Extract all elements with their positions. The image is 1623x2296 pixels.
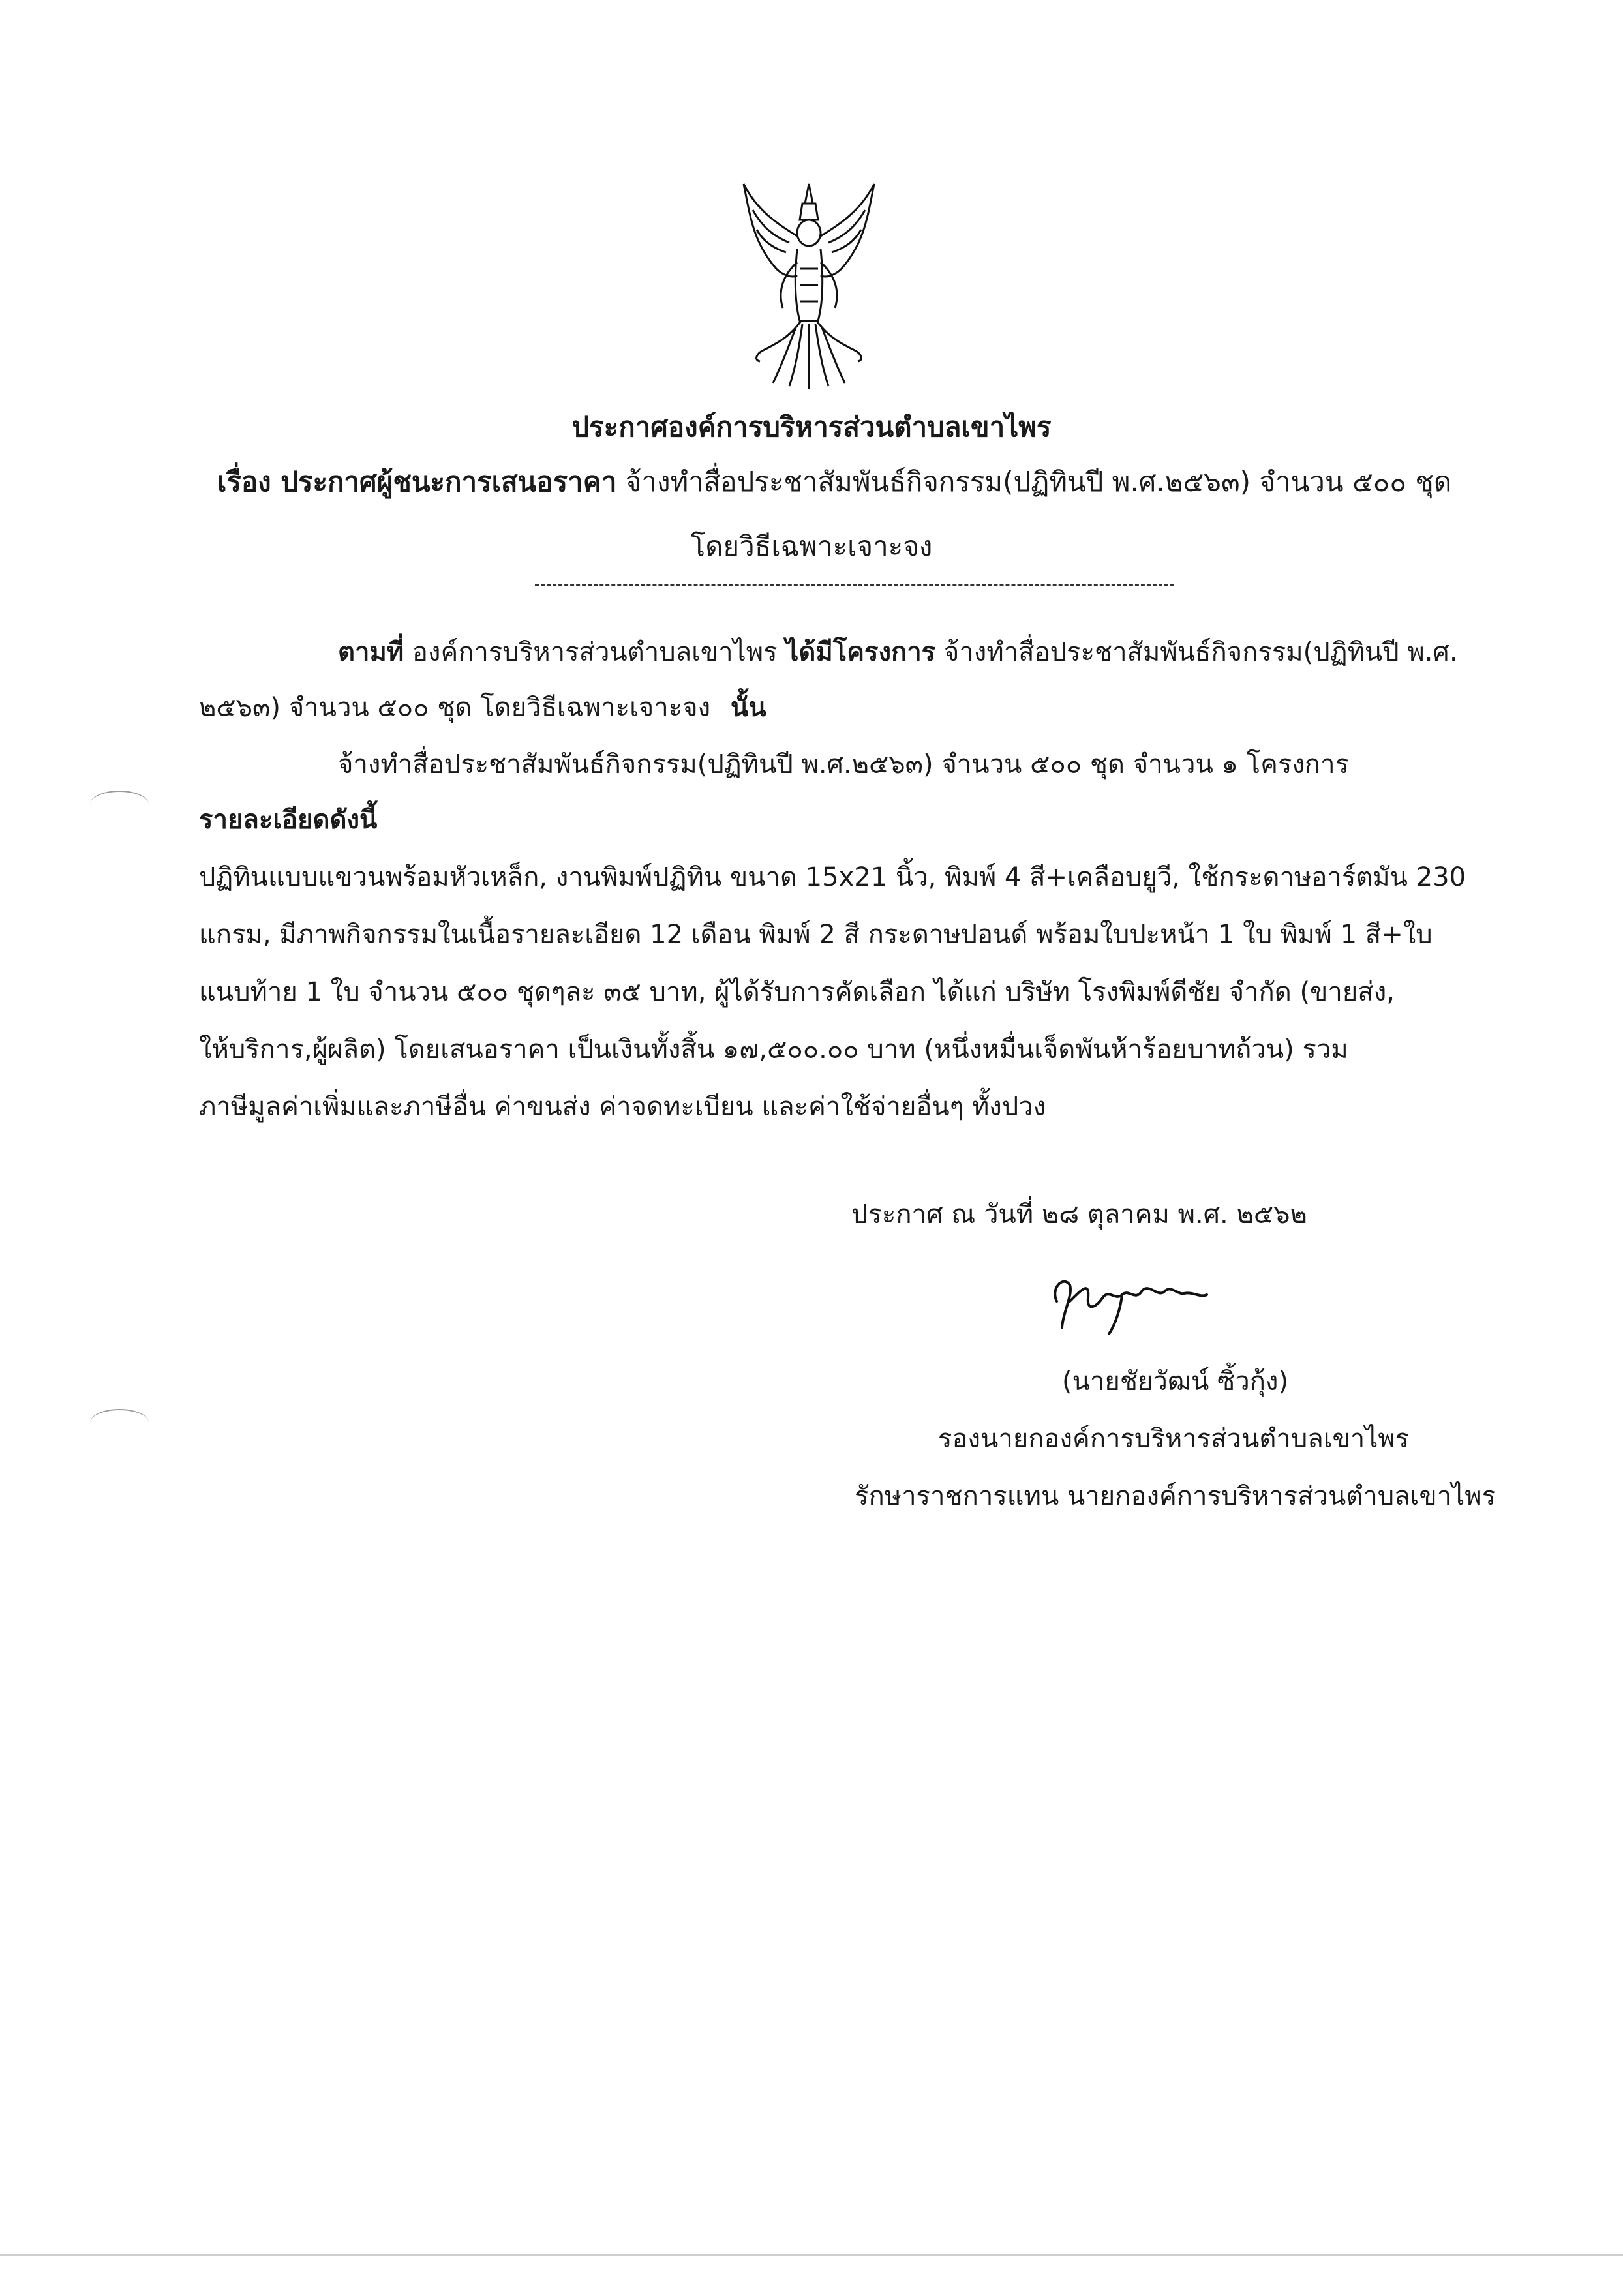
punch-hole-mark [90,1409,149,1436]
subject-text: จ้างทำสื่อประชาสัมพันธ์กิจกรรม(ปฏิทินปี พ.ศ.๒๕๖๓) จำนวน ๕๐๐ ชุด [625,466,1452,498]
para1-label: ตามที่ [338,637,404,667]
signer-position: รองนายกองค์การบริหารส่วนตำบลเขาไพร [938,1424,1410,1454]
punch-hole-mark [90,791,149,818]
scan-edge [0,2254,1623,2256]
subject-label: เรื่อง ประกาศผู้ชนะการเสนอราคา [217,466,617,498]
paragraph-1-line-2 [199,695,766,721]
para1-mid: ได้มีโครงการ [785,637,936,667]
signer-acting: รักษาราชการแทน นายกองค์การบริหารส่วนตำบลเขาไพร [855,1481,1496,1511]
subject-line [217,468,1451,496]
document-title: ประกาศองค์การบริหารส่วนตำบลเขาไพร [571,411,1052,443]
detail-line-5: ภาษีมูลค่าเพิ่มและภาษีอื่น ค่าขนส่ง ค่าจดทะเบียน และค่าใช้จ่ายอื่นๆ ทั้งปวง [199,1092,1046,1122]
detail-line-4: ให้บริการ,ผู้ผลิต) โดยเสนอราคา เป็นเงินทั้งสิ้น ๑๗,๕๐๐.๐๐ บาท (หนึ่งหมื่นเจ็ดพันห้าร้อยบาทถ้วน) รวม [199,1035,1348,1065]
paragraph-1-line-1 [338,639,1458,665]
header-divider [535,584,1174,586]
para1-line2b: นั้น [730,693,766,723]
garuda-emblem-icon [737,171,881,399]
announce-date: ประกาศ ณ วันที่ ๒๘ ตุลาคม พ.ศ. ๒๕๖๒ [851,1200,1307,1230]
signer-name: (นายชัยวัฒน์ ซิ้วกุ้ง) [1062,1367,1289,1397]
para1-org: องค์การบริหารส่วนตำบลเขาไพร [412,637,778,667]
detail-line-1: ปฏิทินแบบแขวนพร้อมหัวเหล็ก, งานพิมพ์ปฏิทิน ขนาด 15x21 นิ้ว, พิมพ์ 4 สี+เคลือบยูวี, ใช้กระดาษอาร์ตมัน 230 [199,862,1466,892]
para1-rest: จ้างทำสื่อประชาสัมพันธ์กิจกรรม(ปฏิทินปี พ.ศ. [943,637,1458,667]
paragraph-2-line-2: รายละเอียดดังนี้ [199,805,378,835]
detail-line-2: แกรม, มีภาพกิจกรรมในเนื้อรายละเอียด 12 เดือน พิมพ์ 2 สี กระดาษปอนด์ พร้อมใบปะหน้า 1 ใบ พิมพ์ 1 สี+ใบ [199,920,1433,950]
paragraph-2-line-1: จ้างทำสื่อประชาสัมพันธ์กิจกรรม(ปฏิทินปี พ.ศ.๒๕๖๓) จำนวน ๕๐๐ ชุด จำนวน ๑ โครงการ [338,749,1350,779]
subject-line-2: โดยวิธีเฉพาะเจาะจง [690,530,933,562]
detail-line-3: แนบท้าย 1 ใบ จำนวน ๕๐๐ ชุดๆละ ๓๕ บาท, ผู้ได้รับการคัดเลือก ได้แก่ บริษัท โรงพิมพ์ดีชัย จำกัด (ขายส่ง, [199,977,1395,1007]
para1-line2a: ๒๕๖๓) จำนวน ๕๐๐ ชุด โดยวิธีเฉพาะเจาะจง [199,693,711,723]
handwritten-signature [1044,1262,1226,1340]
